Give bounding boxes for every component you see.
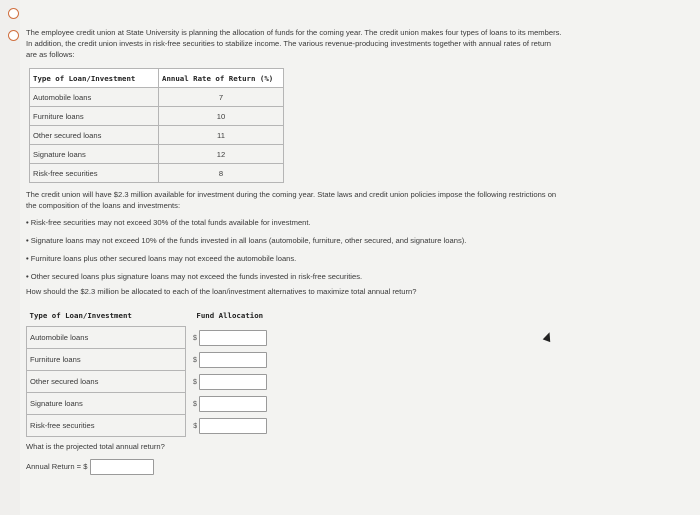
allocation-question: How should the $2.3 million be allocated to each of the loan/investment alternatives to maximize total annual return? xyxy=(26,287,417,296)
rate-cell: 7 xyxy=(159,88,284,107)
returns-table-header-type: Type of Loan/Investment xyxy=(30,69,159,88)
left-rail xyxy=(0,0,20,515)
returns-table xyxy=(29,68,284,183)
table-row xyxy=(27,415,275,437)
signature-loans-input[interactable] xyxy=(199,396,267,412)
table-row xyxy=(30,164,284,183)
allocation-header-type: Type of Loan/Investment xyxy=(29,310,132,320)
table-row xyxy=(30,88,284,107)
automobile-loans-input[interactable] xyxy=(199,330,267,346)
rate-cell: 8 xyxy=(159,164,284,183)
loan-type-cell: Risk-free securities xyxy=(30,164,159,183)
allocation-header-fund: Fund Allocation xyxy=(196,310,264,320)
intro-line: The employee credit union at State University is planning the allocation of funds for the coming year. The credit union makes four types of loans to its members. xyxy=(26,28,562,37)
radio-circle-icon[interactable] xyxy=(8,8,19,19)
intro-line: are as follows: xyxy=(26,50,75,59)
loan-type-cell: Other secured loans xyxy=(30,126,159,145)
radio-circle-icon[interactable] xyxy=(8,30,19,41)
allocation-table xyxy=(26,304,275,437)
table-row xyxy=(30,126,284,145)
intro-text xyxy=(26,27,691,60)
funds-line: The credit union will have $2.3 million available for investment during the coming year. State laws and credit union policies impose the following restrictions on xyxy=(26,190,557,199)
loan-type-cell: Other secured loans xyxy=(27,371,186,393)
returns-table-header-rate: Annual Rate of Return (%) xyxy=(159,69,284,88)
restrictions-list xyxy=(26,214,691,286)
table-row xyxy=(27,349,275,371)
annual-return-row xyxy=(26,459,691,475)
table-row xyxy=(27,371,275,393)
table-row xyxy=(27,327,275,349)
risk-free-securities-input[interactable] xyxy=(199,418,267,434)
dollar-sign: $ xyxy=(193,334,197,342)
table-row xyxy=(27,393,275,415)
annual-return-label: Annual Return = $ xyxy=(26,462,88,471)
rate-cell: 10 xyxy=(159,107,284,126)
question-content xyxy=(26,27,691,475)
rate-cell: 12 xyxy=(159,145,284,164)
loan-type-cell: Signature loans xyxy=(30,145,159,164)
funds-paragraph xyxy=(26,189,691,211)
loan-type-cell: Automobile loans xyxy=(27,327,186,349)
loan-type-cell: Automobile loans xyxy=(30,88,159,107)
annual-return-input[interactable] xyxy=(90,459,154,475)
list-item: • Risk-free securities may not exceed 30% of the total funds available for investment. xyxy=(26,214,691,232)
dollar-sign: $ xyxy=(193,356,197,364)
loan-type-cell: Risk-free securities xyxy=(27,415,186,437)
rate-cell: 11 xyxy=(159,126,284,145)
funds-line: the composition of the loans and investments: xyxy=(26,201,181,210)
list-item: • Other secured loans plus signature loans may not exceed the funds invested in risk-free securities. xyxy=(26,268,691,286)
table-row xyxy=(30,107,284,126)
list-item: • Signature loans may not exceed 10% of the funds invested in all loans (automobile, furniture, other secured, and signature loans). xyxy=(26,232,691,250)
list-item: • Furniture loans plus other secured loans may not exceed the automobile loans. xyxy=(26,250,691,268)
dollar-sign: $ xyxy=(193,422,198,430)
intro-line: In addition, the credit union invests in risk-free securities to stabilize income. The various revenue-producing investments together with annual rates of return xyxy=(26,39,551,48)
loan-type-cell: Furniture loans xyxy=(27,349,186,371)
loan-type-cell: Furniture loans xyxy=(30,107,159,126)
furniture-loans-input[interactable] xyxy=(199,352,267,368)
loan-type-cell: Signature loans xyxy=(27,393,186,415)
total-return-question: What is the projected total annual return? xyxy=(26,442,165,451)
dollar-sign: $ xyxy=(193,400,197,408)
table-row xyxy=(30,145,284,164)
other-secured-loans-input[interactable] xyxy=(199,374,267,390)
dollar-sign: $ xyxy=(193,378,197,386)
